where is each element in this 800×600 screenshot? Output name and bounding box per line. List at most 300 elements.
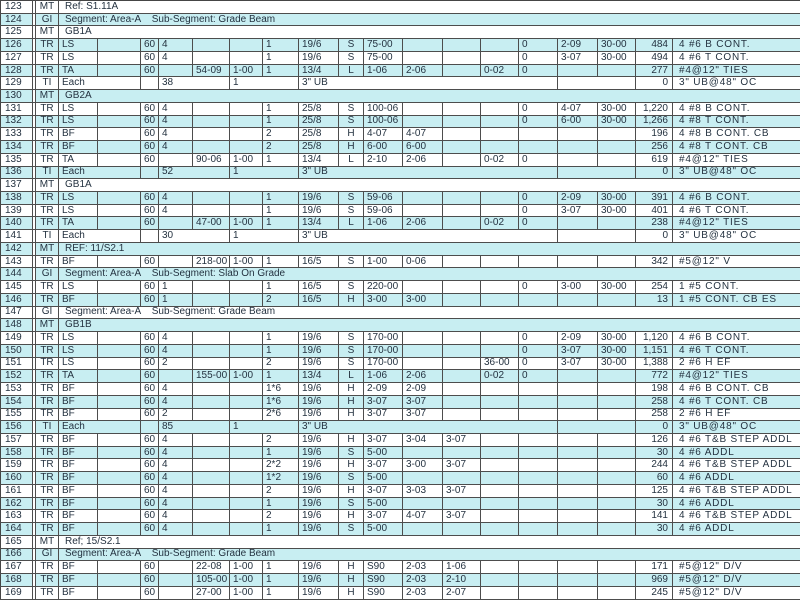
cell-blank[interactable]	[98, 102, 141, 115]
cell-grade[interactable]: 60	[141, 446, 159, 459]
cell-dim-g[interactable]: 30-00	[598, 102, 636, 115]
cell-dim-e[interactable]: 0	[519, 344, 558, 357]
cell-dim-a[interactable]: 1-06	[364, 370, 403, 383]
cell-row-type[interactable]: MT	[36, 90, 59, 103]
cell-quantity[interactable]: 1	[263, 51, 299, 64]
cell-dim-e[interactable]	[519, 141, 558, 154]
cell-blank[interactable]	[141, 230, 159, 243]
cell-subtype[interactable]: BF	[59, 141, 98, 154]
cell-dim-d[interactable]	[481, 497, 519, 510]
cell-row-number[interactable]: 140	[1, 217, 33, 230]
cell-shape[interactable]: S	[339, 51, 364, 64]
cell-dim-b[interactable]: 0-06	[403, 255, 443, 268]
cell-dim-f[interactable]	[558, 561, 598, 574]
cell-blank[interactable]	[558, 421, 636, 434]
cell-dim-g[interactable]	[598, 383, 636, 396]
cell-blank[interactable]	[98, 472, 141, 485]
cell-count[interactable]	[159, 217, 193, 230]
cell-weight[interactable]: 1,151	[636, 344, 673, 357]
cell-dim-a[interactable]: 5-00	[364, 446, 403, 459]
cell-count[interactable]: 4	[159, 102, 193, 115]
cell-dim-a[interactable]: 5-00	[364, 523, 403, 536]
cell-blank[interactable]	[98, 497, 141, 510]
cell-dim-b[interactable]	[403, 51, 443, 64]
cell-description[interactable]: 4 #6 T&B STEP ADDL	[673, 433, 800, 446]
cell-quantity[interactable]: 2	[263, 141, 299, 154]
cell-dim-a[interactable]: 3-07	[364, 408, 403, 421]
cell-subtype[interactable]: TA	[59, 217, 98, 230]
cell-description[interactable]: 4 #6 T CONT.	[673, 344, 800, 357]
cell-row-type[interactable]: TR	[36, 497, 59, 510]
cell-size-code[interactable]: 19/6	[299, 433, 339, 446]
cell-blank[interactable]	[98, 51, 141, 64]
cell-note-text[interactable]: GB1A	[59, 26, 800, 39]
cell-count[interactable]: 4	[159, 459, 193, 472]
cell-dim-d[interactable]: 0-02	[481, 217, 519, 230]
cell-size-code[interactable]: 19/6	[299, 51, 339, 64]
cell-blank[interactable]	[98, 459, 141, 472]
cell-subtype[interactable]: LS	[59, 204, 98, 217]
cell-description[interactable]: 4 #6 ADDL	[673, 446, 800, 459]
cell-weight[interactable]: 30	[636, 446, 673, 459]
cell-row-type[interactable]: TR	[36, 433, 59, 446]
cell-description[interactable]: #4@12" TIES	[673, 64, 800, 77]
cell-each-label[interactable]: Each	[59, 230, 141, 243]
cell-row-type[interactable]: MT	[36, 1, 59, 14]
cell-quantity[interactable]: 2*6	[263, 408, 299, 421]
cell-subtype[interactable]: BF	[59, 586, 98, 599]
cell-tally-bar[interactable]: 3" UB	[299, 421, 558, 434]
cell-quantity[interactable]: 1	[263, 523, 299, 536]
cell-dim-e[interactable]: 0	[519, 357, 558, 370]
cell-dim-f[interactable]	[558, 408, 598, 421]
cell-row-number[interactable]: 148	[1, 319, 33, 332]
cell-note-text[interactable]: REF: 11/S2.1	[59, 242, 800, 255]
cell-dim-g[interactable]: 30-00	[598, 332, 636, 345]
cell-quantity[interactable]: 2	[263, 433, 299, 446]
cell-dim-e[interactable]: 0	[519, 192, 558, 205]
cell-dim-g[interactable]	[598, 395, 636, 408]
cell-weight[interactable]: 30	[636, 523, 673, 536]
cell-width[interactable]	[230, 497, 263, 510]
cell-shape[interactable]: H	[339, 433, 364, 446]
cell-dim-c[interactable]	[443, 293, 481, 306]
cell-weight[interactable]: 198	[636, 383, 673, 396]
cell-size-code[interactable]: 19/6	[299, 523, 339, 536]
cell-width[interactable]	[230, 446, 263, 459]
cell-grade[interactable]: 60	[141, 51, 159, 64]
cell-row-number[interactable]: 144	[1, 268, 33, 281]
cell-dim-c[interactable]	[443, 102, 481, 115]
cell-dim-a[interactable]: 59-06	[364, 192, 403, 205]
cell-dim-f[interactable]	[558, 574, 598, 587]
cell-dim-a[interactable]: S90	[364, 574, 403, 587]
cell-length[interactable]	[193, 357, 230, 370]
cell-note-text[interactable]: GB1A	[59, 179, 800, 192]
cell-dim-a[interactable]: 75-00	[364, 39, 403, 52]
cell-quantity[interactable]: 2*2	[263, 459, 299, 472]
cell-row-number[interactable]: 158	[1, 446, 33, 459]
cell-dim-e[interactable]: 0	[519, 370, 558, 383]
cell-tally-bar[interactable]: 3" UB	[299, 77, 558, 90]
cell-count[interactable]: 4	[159, 192, 193, 205]
cell-shape[interactable]: H	[339, 561, 364, 574]
cell-size-code[interactable]: 19/6	[299, 561, 339, 574]
cell-grade[interactable]: 60	[141, 192, 159, 205]
cell-blank[interactable]	[98, 217, 141, 230]
cell-row-number[interactable]: 133	[1, 128, 33, 141]
cell-shape[interactable]: H	[339, 383, 364, 396]
cell-row-type[interactable]: TR	[36, 446, 59, 459]
cell-subtype[interactable]: BF	[59, 255, 98, 268]
cell-weight[interactable]: 125	[636, 484, 673, 497]
cell-blank[interactable]	[98, 433, 141, 446]
cell-row-type[interactable]: TR	[36, 395, 59, 408]
cell-dim-c[interactable]: 2-10	[443, 574, 481, 587]
cell-row-number[interactable]: 156	[1, 421, 33, 434]
cell-subtype[interactable]: LS	[59, 344, 98, 357]
cell-description[interactable]: 4 #6 B CONT.	[673, 192, 800, 205]
cell-quantity[interactable]: 1*6	[263, 383, 299, 396]
cell-tally-unit[interactable]: 1	[230, 166, 299, 179]
cell-subtype[interactable]: LS	[59, 332, 98, 345]
cell-length[interactable]	[193, 459, 230, 472]
cell-dim-e[interactable]	[519, 574, 558, 587]
cell-dim-e[interactable]: 0	[519, 281, 558, 294]
cell-dim-d[interactable]	[481, 332, 519, 345]
cell-row-type[interactable]: TI	[36, 421, 59, 434]
cell-row-number[interactable]: 152	[1, 370, 33, 383]
cell-dim-e[interactable]	[519, 472, 558, 485]
cell-dim-g[interactable]	[598, 141, 636, 154]
cell-row-number[interactable]: 153	[1, 383, 33, 396]
cell-length[interactable]	[193, 433, 230, 446]
cell-dim-g[interactable]	[598, 523, 636, 536]
cell-description[interactable]: #5@12" D/V	[673, 586, 800, 599]
cell-weight[interactable]: 126	[636, 433, 673, 446]
cell-dim-e[interactable]: 0	[519, 115, 558, 128]
cell-description[interactable]: 3" UB@48" OC	[673, 166, 800, 179]
cell-dim-g[interactable]	[598, 293, 636, 306]
cell-blank[interactable]	[98, 344, 141, 357]
cell-subtype[interactable]: BF	[59, 561, 98, 574]
cell-dim-a[interactable]: 1-06	[364, 64, 403, 77]
cell-count[interactable]	[159, 370, 193, 383]
cell-subtype[interactable]: BF	[59, 484, 98, 497]
cell-subtype[interactable]: TA	[59, 64, 98, 77]
cell-row-number[interactable]: 129	[1, 77, 33, 90]
cell-description[interactable]: 4 #6 B CONT. CB	[673, 383, 800, 396]
cell-row-number[interactable]: 169	[1, 586, 33, 599]
cell-length[interactable]: 155-00	[193, 370, 230, 383]
cell-dim-b[interactable]	[403, 332, 443, 345]
cell-grade[interactable]: 60	[141, 433, 159, 446]
cell-grade[interactable]: 60	[141, 472, 159, 485]
cell-blank[interactable]	[98, 64, 141, 77]
cell-dim-e[interactable]	[519, 484, 558, 497]
cell-quantity[interactable]: 1	[263, 446, 299, 459]
cell-description[interactable]: 4 #6 B CONT.	[673, 332, 800, 345]
cell-row-type[interactable]: TR	[36, 51, 59, 64]
cell-dim-g[interactable]: 30-00	[598, 192, 636, 205]
cell-weight[interactable]: 254	[636, 281, 673, 294]
cell-shape[interactable]: H	[339, 586, 364, 599]
cell-shape[interactable]: S	[339, 204, 364, 217]
cell-description[interactable]: 3" UB@48" OC	[673, 77, 800, 90]
cell-row-type[interactable]: MT	[36, 242, 59, 255]
cell-dim-g[interactable]	[598, 408, 636, 421]
cell-dim-g[interactable]	[598, 128, 636, 141]
cell-width[interactable]	[230, 472, 263, 485]
cell-length[interactable]	[193, 484, 230, 497]
cell-shape[interactable]: S	[339, 523, 364, 536]
cell-dim-e[interactable]: 0	[519, 332, 558, 345]
cell-width[interactable]: 1-00	[230, 64, 263, 77]
cell-dim-c[interactable]	[443, 217, 481, 230]
cell-count[interactable]: 4	[159, 446, 193, 459]
cell-blank[interactable]	[98, 255, 141, 268]
cell-weight[interactable]: 1,220	[636, 102, 673, 115]
cell-row-type[interactable]: TR	[36, 510, 59, 523]
cell-dim-c[interactable]	[443, 472, 481, 485]
cell-dim-a[interactable]: 3-07	[364, 459, 403, 472]
cell-description[interactable]: #4@12" TIES	[673, 370, 800, 383]
cell-dim-f[interactable]: 6-00	[558, 115, 598, 128]
cell-dim-d[interactable]: 0-02	[481, 370, 519, 383]
cell-dim-c[interactable]	[443, 115, 481, 128]
cell-dim-g[interactable]	[598, 217, 636, 230]
cell-size-code[interactable]: 19/6	[299, 357, 339, 370]
cell-description[interactable]: #5@12" V	[673, 255, 800, 268]
cell-blank[interactable]	[98, 332, 141, 345]
cell-description[interactable]: #5@12" D/V	[673, 561, 800, 574]
cell-dim-e[interactable]: 0	[519, 153, 558, 166]
cell-size-code[interactable]: 16/5	[299, 281, 339, 294]
cell-row-type[interactable]: TR	[36, 383, 59, 396]
cell-row-type[interactable]: TR	[36, 192, 59, 205]
cell-size-code[interactable]: 19/6	[299, 408, 339, 421]
cell-quantity[interactable]: 1	[263, 281, 299, 294]
cell-width[interactable]: 1-00	[230, 586, 263, 599]
cell-dim-a[interactable]: 3-07	[364, 395, 403, 408]
cell-count[interactable]: 4	[159, 523, 193, 536]
cell-dim-d[interactable]	[481, 204, 519, 217]
cell-shape[interactable]: L	[339, 153, 364, 166]
cell-width[interactable]: 1-00	[230, 574, 263, 587]
cell-description[interactable]: 4 #6 T CONT.	[673, 51, 800, 64]
cell-dim-a[interactable]: 3-00	[364, 293, 403, 306]
cell-row-number[interactable]: 149	[1, 332, 33, 345]
cell-quantity[interactable]: 1	[263, 255, 299, 268]
cell-dim-d[interactable]	[481, 446, 519, 459]
cell-dim-d[interactable]	[481, 395, 519, 408]
cell-quantity[interactable]: 1	[263, 204, 299, 217]
cell-description[interactable]: #4@12" TIES	[673, 153, 800, 166]
cell-row-number[interactable]: 155	[1, 408, 33, 421]
cell-dim-b[interactable]: 3-00	[403, 293, 443, 306]
cell-dim-f[interactable]	[558, 497, 598, 510]
cell-dim-g[interactable]	[598, 459, 636, 472]
cell-subtype[interactable]: BF	[59, 395, 98, 408]
cell-quantity[interactable]: 1	[263, 115, 299, 128]
cell-row-number[interactable]: 124	[1, 13, 33, 26]
cell-dim-b[interactable]: 2-03	[403, 561, 443, 574]
cell-weight[interactable]: 1,120	[636, 332, 673, 345]
cell-dim-c[interactable]	[443, 383, 481, 396]
cell-quantity[interactable]: 1	[263, 332, 299, 345]
cell-count[interactable]: 4	[159, 51, 193, 64]
cell-width[interactable]	[230, 192, 263, 205]
cell-size-code[interactable]: 19/6	[299, 510, 339, 523]
cell-length[interactable]	[193, 293, 230, 306]
cell-dim-d[interactable]: 0-02	[481, 153, 519, 166]
cell-dim-d[interactable]: 0-02	[481, 64, 519, 77]
cell-dim-d[interactable]	[481, 561, 519, 574]
cell-dim-c[interactable]	[443, 523, 481, 536]
cell-weight[interactable]: 619	[636, 153, 673, 166]
cell-dim-c[interactable]	[443, 192, 481, 205]
cell-subtype[interactable]: BF	[59, 497, 98, 510]
cell-size-code[interactable]: 13/4	[299, 153, 339, 166]
cell-description[interactable]: 2 #6 H EF	[673, 357, 800, 370]
cell-dim-d[interactable]	[481, 510, 519, 523]
cell-size-code[interactable]: 19/6	[299, 446, 339, 459]
cell-weight[interactable]: 0	[636, 77, 673, 90]
cell-blank[interactable]	[98, 574, 141, 587]
cell-tally-count[interactable]: 85	[159, 421, 230, 434]
cell-dim-g[interactable]	[598, 510, 636, 523]
cell-dim-e[interactable]: 0	[519, 204, 558, 217]
cell-length[interactable]	[193, 383, 230, 396]
cell-note-text[interactable]: GB1B	[59, 319, 800, 332]
cell-subtype[interactable]: TA	[59, 153, 98, 166]
cell-shape[interactable]: L	[339, 217, 364, 230]
cell-row-number[interactable]: 147	[1, 306, 33, 319]
cell-dim-e[interactable]: 0	[519, 64, 558, 77]
cell-dim-g[interactable]: 30-00	[598, 39, 636, 52]
cell-description[interactable]: 4 #8 B CONT. CB	[673, 128, 800, 141]
cell-dim-e[interactable]	[519, 510, 558, 523]
cell-weight[interactable]: 258	[636, 408, 673, 421]
cell-width[interactable]: 1-00	[230, 217, 263, 230]
cell-length[interactable]	[193, 344, 230, 357]
cell-weight[interactable]: 256	[636, 141, 673, 154]
cell-width[interactable]	[230, 433, 263, 446]
cell-dim-b[interactable]	[403, 281, 443, 294]
cell-weight[interactable]: 969	[636, 574, 673, 587]
cell-subtype[interactable]: BF	[59, 510, 98, 523]
cell-dim-c[interactable]	[443, 497, 481, 510]
cell-size-code[interactable]: 19/6	[299, 459, 339, 472]
cell-dim-c[interactable]: 3-07	[443, 484, 481, 497]
cell-weight[interactable]: 772	[636, 370, 673, 383]
cell-dim-d[interactable]	[481, 472, 519, 485]
cell-row-number[interactable]: 157	[1, 433, 33, 446]
cell-row-type[interactable]: TR	[36, 574, 59, 587]
cell-row-type[interactable]: GI	[36, 548, 59, 561]
cell-dim-e[interactable]: 0	[519, 102, 558, 115]
cell-dim-a[interactable]: 220-00	[364, 281, 403, 294]
cell-dim-f[interactable]	[558, 472, 598, 485]
cell-blank[interactable]	[98, 446, 141, 459]
cell-grade[interactable]: 60	[141, 357, 159, 370]
cell-description[interactable]: 4 #6 T&B STEP ADDL	[673, 484, 800, 497]
cell-grade[interactable]: 60	[141, 561, 159, 574]
cell-blank[interactable]	[98, 192, 141, 205]
cell-dim-b[interactable]	[403, 497, 443, 510]
cell-row-type[interactable]: MT	[36, 179, 59, 192]
cell-size-code[interactable]: 19/6	[299, 497, 339, 510]
cell-quantity[interactable]: 2	[263, 128, 299, 141]
cell-length[interactable]	[193, 408, 230, 421]
cell-dim-d[interactable]	[481, 39, 519, 52]
cell-width[interactable]	[230, 332, 263, 345]
cell-row-type[interactable]: TR	[36, 255, 59, 268]
cell-each-label[interactable]: Each	[59, 77, 141, 90]
cell-quantity[interactable]: 2	[263, 293, 299, 306]
cell-dim-b[interactable]	[403, 523, 443, 536]
cell-shape[interactable]: S	[339, 357, 364, 370]
cell-grade[interactable]: 60	[141, 64, 159, 77]
cell-dim-f[interactable]	[558, 255, 598, 268]
cell-size-code[interactable]: 19/6	[299, 472, 339, 485]
cell-row-number[interactable]: 134	[1, 141, 33, 154]
cell-dim-d[interactable]	[481, 102, 519, 115]
cell-weight[interactable]: 391	[636, 192, 673, 205]
cell-count[interactable]: 4	[159, 128, 193, 141]
cell-dim-e[interactable]	[519, 523, 558, 536]
cell-blank[interactable]	[98, 586, 141, 599]
cell-row-type[interactable]: TR	[36, 39, 59, 52]
cell-width[interactable]	[230, 523, 263, 536]
cell-count[interactable]: 4	[159, 484, 193, 497]
cell-grade[interactable]: 60	[141, 459, 159, 472]
cell-length[interactable]	[193, 446, 230, 459]
cell-description[interactable]: 4 #6 ADDL	[673, 523, 800, 536]
cell-tally-bar[interactable]: 3" UB	[299, 230, 558, 243]
cell-dim-e[interactable]	[519, 128, 558, 141]
cell-size-code[interactable]: 19/6	[299, 484, 339, 497]
cell-width[interactable]	[230, 293, 263, 306]
cell-each-label[interactable]: Each	[59, 421, 141, 434]
cell-dim-f[interactable]	[558, 459, 598, 472]
cell-grade[interactable]: 60	[141, 497, 159, 510]
cell-quantity[interactable]: 2	[263, 357, 299, 370]
cell-row-number[interactable]: 145	[1, 281, 33, 294]
cell-weight[interactable]: 1,266	[636, 115, 673, 128]
cell-description[interactable]: 4 #6 T CONT. CB	[673, 395, 800, 408]
cell-length[interactable]	[193, 204, 230, 217]
cell-row-type[interactable]: TR	[36, 217, 59, 230]
cell-dim-f[interactable]: 2-09	[558, 39, 598, 52]
cell-blank[interactable]	[98, 115, 141, 128]
cell-dim-c[interactable]	[443, 141, 481, 154]
cell-dim-c[interactable]	[443, 446, 481, 459]
cell-dim-b[interactable]	[403, 472, 443, 485]
cell-weight[interactable]: 277	[636, 64, 673, 77]
cell-dim-d[interactable]	[481, 408, 519, 421]
cell-weight[interactable]: 60	[636, 472, 673, 485]
cell-dim-f[interactable]: 3-07	[558, 204, 598, 217]
cell-dim-a[interactable]: 1-00	[364, 255, 403, 268]
cell-row-number[interactable]: 161	[1, 484, 33, 497]
cell-note-text[interactable]: GB2A	[59, 90, 800, 103]
cell-dim-a[interactable]: 59-06	[364, 204, 403, 217]
cell-shape[interactable]: S	[339, 281, 364, 294]
cell-weight[interactable]: 258	[636, 395, 673, 408]
cell-weight[interactable]: 0	[636, 230, 673, 243]
cell-dim-d[interactable]	[481, 523, 519, 536]
